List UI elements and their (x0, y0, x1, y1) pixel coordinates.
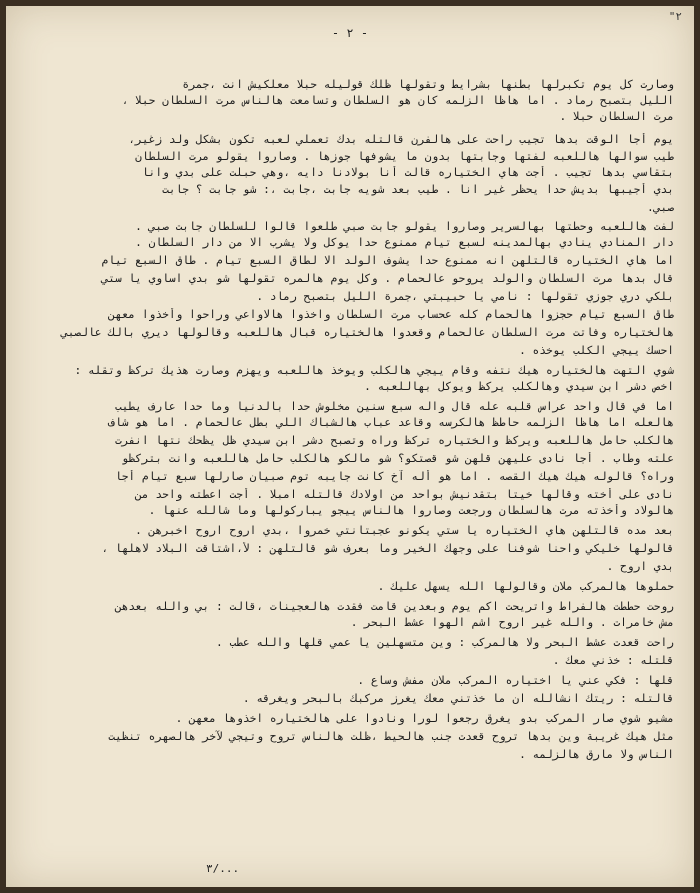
text-line: الليل بتصبح رماد . اما هاظا الزلمه كان هو السلطان وتسامعت هالناس مرت السلطان حبلا ، (121, 94, 674, 107)
text-line: هالولاد وأخذته مرت هالسلطان ورجعت وصاروا هالناس ييجو يباركولها وما شالله عنها . (148, 504, 674, 517)
text-line: مرت السلطان حبلا . (559, 110, 674, 123)
text-line: يوم أجا الوقت بدها تجيب راحت على هالفرن قالتله بدك تعملي لعبه تكون بشكل ولد زغير، (128, 133, 674, 146)
text-line: لفت هاللعبه وحطتها بهالسرير وصاروا يقولو جابت صبي طلعوا قالوا للسلطان جابت صبي . (135, 220, 674, 233)
text-line: احسك ييجي الكلب يوخذه . (519, 344, 674, 357)
text-line: روحت حططت هالفراط واتريحت اكم يوم وبعدين قامت فقدت هالعجينات ،قالت : بي والله بعدهن (114, 600, 674, 613)
text-line: بدي اروح . (606, 560, 674, 573)
text-line: نادى على أخته وقالها خيتا بتقدنيش بواحد من اولادك قالتله امبلا . أجت اعطته واحد من (135, 488, 674, 501)
text-line: اما في قال واحد عراس قلبه عله قال واله سبع سنين مخلوش حدا بالدنيا وما حدا عارف يطيب (114, 400, 674, 413)
text-line: قلها : فكي عني يا اختياره المركب ملان مفش وساع . (357, 674, 674, 687)
text-line: هالكلب حامل هاللعبه ويركظ والختياره تركظ وراه وتصبح دشر ابن سيدي ظل يظحك نتها انفرت (114, 434, 674, 447)
text-line: قال بدها مرت السلطان والولد يروحو عالحمام . وكل يوم هالمره تقولها شو بدي اساوي يا ستي (101, 272, 674, 285)
text-line: حملوها هالمركب ملان وقالولها الله يسهل عليك . (377, 580, 674, 593)
document-page (6, 6, 694, 887)
text-line: مش خامرات . والله غير اروح اشم الهوا عشط البحر . (350, 616, 674, 629)
text-line: وصارت كل يوم تكبرلها بطنها بشرايط وتقولها ظلك قوليله حبلا معلكيش انت ،جمرة (182, 78, 674, 91)
text-line: مثل هيك غريبة وين بدها تروح قعدت جنب هالحيط ،ظلت هالناس تروح وتيجي لآخر هالصهره تنظيت (108, 730, 674, 743)
text-line: قالولها خليكي واحنا شوفنا على وجهك الخير وما بعرف شو قالتلهن : لأ،اشتاقت البلاد لاهلها ، (101, 542, 674, 555)
continuation-marker: ٣/... (206, 862, 240, 875)
text-line: بدي أجيبها بديش حدا يحظر غير انا . طيب بعد شويه جابت ،جابت ،: شو جابت ؟ جابت (162, 183, 674, 196)
text-line: علته وطاب . أجا نادى عليهن قلهن شو قصتكو؟ شو مالكو هالكلب حامل هاللعبه وانت بتركظو (121, 452, 674, 465)
text-line: طيب سوالها هاللعبه لفتها وجابتها بدون ما يشوفها جوزها . وصاروا يقولو مرت السلطان (135, 150, 674, 163)
text-line: بتقاسي بدها تجيب . أجت هاي الختياره قالت أنا بولادنا دايه ،وهي حبلت على بدي وانا (141, 166, 674, 179)
text-line: هالختياره وفاتت مرت السلطان عالحمام وقعدوا هالختياره قبال هاللعبه وقالولها ديري بالك عالصبي (61, 326, 674, 339)
text-line: راحت قعدت عشط البحر ولا هالمركب : وين متسهلين يا عمي قلها والله عطب . (215, 636, 674, 649)
text-line: اما هاي الختياره قالتلهن انه ممنوع حدا يشوف الولد الا لطاق السبع تيام . طاق السبع تيام (101, 254, 674, 267)
text-line: اخص دشر ابن سيدي وهالكلب يركظ ويوكل بهاللعبه . (364, 380, 674, 393)
text-line: دار المنادي ينادي بهالمدينه لسبع تيام ممنوع حدا يوكل ولا يشرب الا من دار السلطان . (135, 236, 674, 249)
text-line: شوي التهت هالختياره هيك نتفه وقام ييجي هالكلب ويوخذ هاللعبه ويهزم وصارت هذيك تركظ وتقله : (74, 364, 674, 377)
text-line: مشيو شوي صار المركب بدو يغرق رجعوا لورا ونادوا على هالختياره اخذوها معهن . (175, 712, 674, 725)
text-line: طاق السبع تيام حجزوا هالحمام كله عحساب مرت السلطان واخذوا هالاواعي وراحوا وأخذوا معهن (108, 308, 674, 321)
text-line: قالتله : ريتك انشالله ان ما خذتني معك يغرز مركبك بالبحر ويغرقه . (242, 692, 674, 705)
text-line: وراه؟ قالوله هيك هيك القصه . اما هو أله آخ كانت جايبه توم صبيان صارلها سبع تيام أجا (114, 470, 674, 483)
text-line: قلتله : خذني معك . (552, 654, 674, 667)
text-line: الناس ولا مارق هالزلمه . (519, 748, 674, 761)
page-number: - ٢ - (331, 26, 369, 40)
text-line: بعد مده قالتلهن هاي الختياره يا ستي يكونو عجبتانتي خمروا ،بدي اروح اروح اخبرهن . (135, 524, 674, 537)
corner-mark: "٢ (668, 10, 682, 23)
text-line: بلكي دري جوزي تقولها : نامي يا حبيبتي ،جمرة الليل بتصبح رماد . (256, 290, 674, 303)
text-line: صبي. (647, 201, 674, 214)
text-line: هالعله اما هاظا الزلمه حاطظ هالكرسه وقاعد عباب هالشباك اللي بطل عالحمام . اما هو شاف (108, 416, 674, 429)
